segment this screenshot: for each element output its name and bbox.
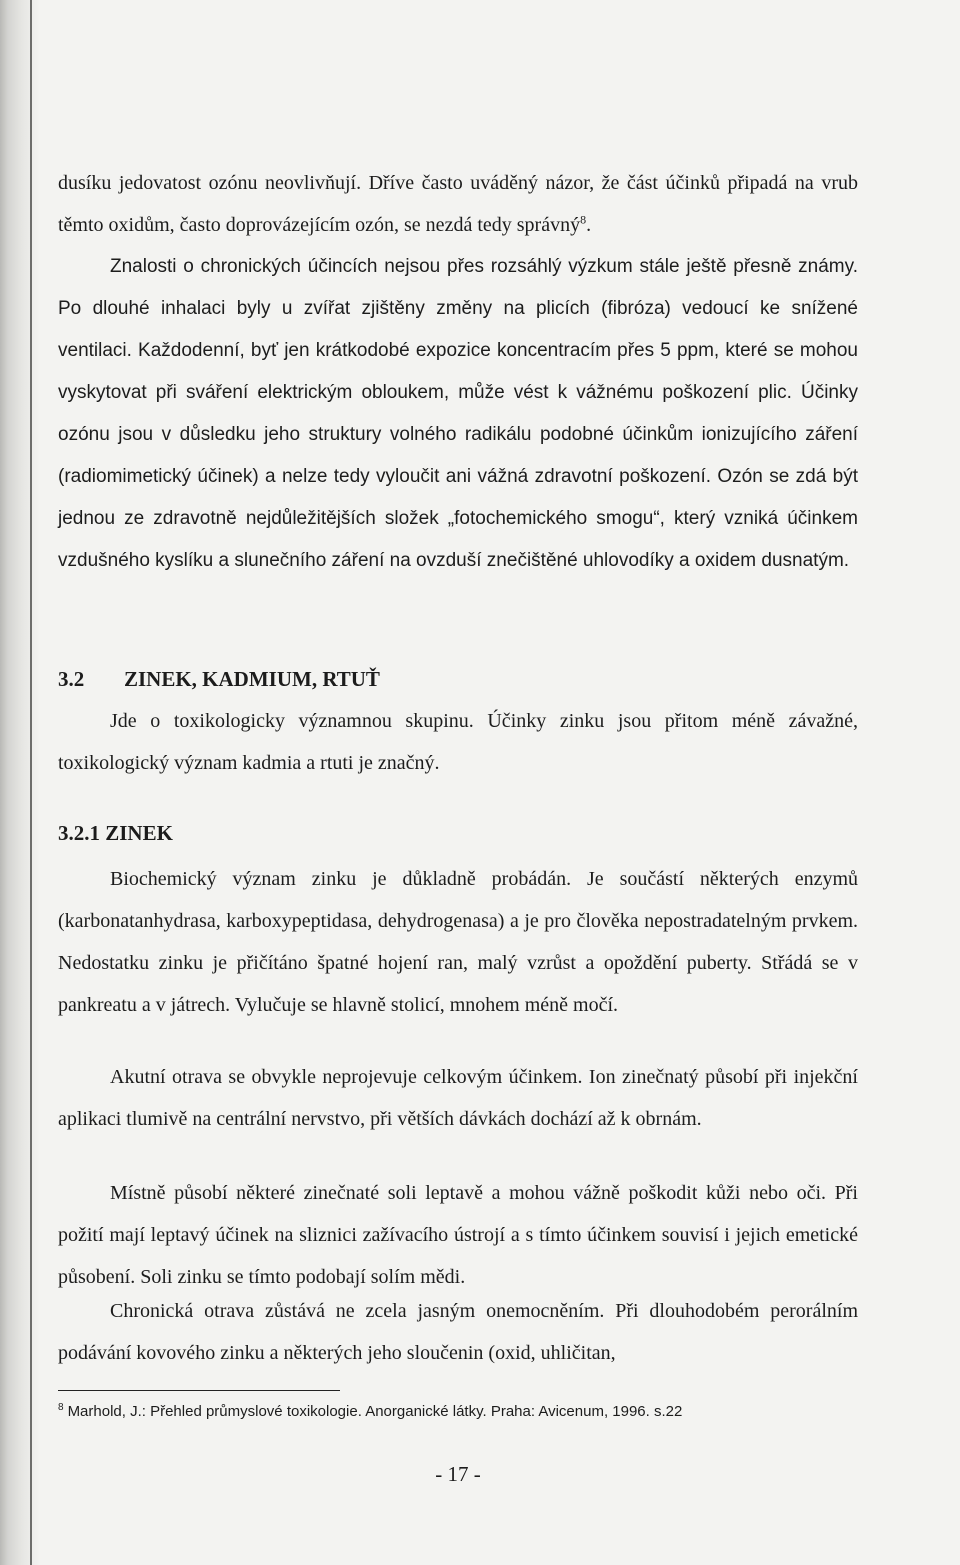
paragraph-chronic-effects: Znalosti o chronických účincích nejsou přes rozsáhlý výzkum stále ještě přesně známy. Po dlouhé inhalaci byly u zvířat zjištěny změny na plicích (fibróza) vedoucí ke snížené ventilaci. Každodenní, byť jen krátkodobé expozice koncentracím přes 5 ppm, které se mohou vyskytovat při sváření elektrickým obloukem, může vést k vážnému poškození plic. Účinky ozónu jsou v důsledku jeho struktury volného radikálu podobné účinkům ionizujícího záření (radiomimetický účinek) a nelze tedy vyloučit ani vážná zdravotní poškození. Ozón se zdá být jednou ze zdravotně nejdůležitějších složek „fotochemického smogu“, který vzniká účinkem vzdušného kyslíku a slunečního záření na ovzduší znečištěné uhlovodíky a oxidem dusnatým. (58, 256, 858, 571)
paragraph-ozone-oxides: dusíku jedovatost ozónu neovlivňují. Dříve často uváděný názor, že část účinků připadá na vrub těmto oxidům, často doprovázejícím ozón, se nezdá tedy správný$^8$. (58, 172, 858, 236)
page-number: - 17 - (435, 1462, 481, 1486)
scan-binding-line (30, 0, 32, 1565)
paragraph-acute-poisoning: Akutní otrava se obvykle neprojevuje celkovým účinkem. Ion zinečnatý působí při injekční aplikaci tlumivě na centrální nervstvo, při větších dávkách dochází až k obrnám. (58, 1066, 858, 1130)
subsection-title: ZINEK (105, 821, 173, 845)
footnote-text: Marhold, J.: Přehled průmyslové toxikologie. Anorganické látky. Praha: Avicenum, 1996. s.22 (67, 1403, 683, 1420)
subsection-number: 3.2.1 (58, 821, 100, 845)
paragraph-local-effects: Místně působí některé zinečnaté soli leptavě a mohou vážně poškodit kůži nebo oči. Při požití mají leptavý účinek na sliznici zažívacího ústrojí a s tímto účinkem souvisí i jejich emetické působení. Soli zinku se tímto podobají solím mědi. (58, 1182, 858, 1288)
document-page (58, 0, 858, 1565)
section-number: 3.2 (58, 667, 85, 691)
footnote-reference: 8 (580, 212, 587, 227)
paragraph-chronic-poisoning: Chronická otrava zůstává ne zcela jasným onemocněním. Při dlouhodobém perorálním podávání kovového zinku a některých jeho sloučenin (oxid, uhličitan, (58, 1300, 858, 1364)
paragraph-zinc-biochemistry: Biochemický význam zinku je důkladně probádán. Je součástí některých enzymů (karbonatanhydrasa, karboxypeptidasa, dehydrogenasa) a je pro člověka nepostradatelným prvkem. Nedostatku zinku je přičítáno špatné hojení ran, malý vzrůst a opoždění puberty. Střádá se v pankreatu a v játrech. Vylučuje se hlavně stolicí, mnohem méně močí. (58, 868, 858, 1016)
scan-shadow (0, 0, 40, 1565)
footnote-mark: 8 (58, 1402, 64, 1413)
section-title: ZINEK, KADMIUM, RTUŤ (124, 667, 380, 691)
section-heading-3-2-1 (58, 818, 173, 848)
section-heading-3-2 (58, 664, 380, 694)
footnote-divider (58, 1390, 340, 1391)
footnote (58, 1400, 858, 1424)
paragraph-group-intro: Jde o toxikologicky významnou skupinu. Účinky zinku jsou přitom méně závažné, toxikologický význam kadmia a rtuti je značný. (58, 710, 858, 774)
